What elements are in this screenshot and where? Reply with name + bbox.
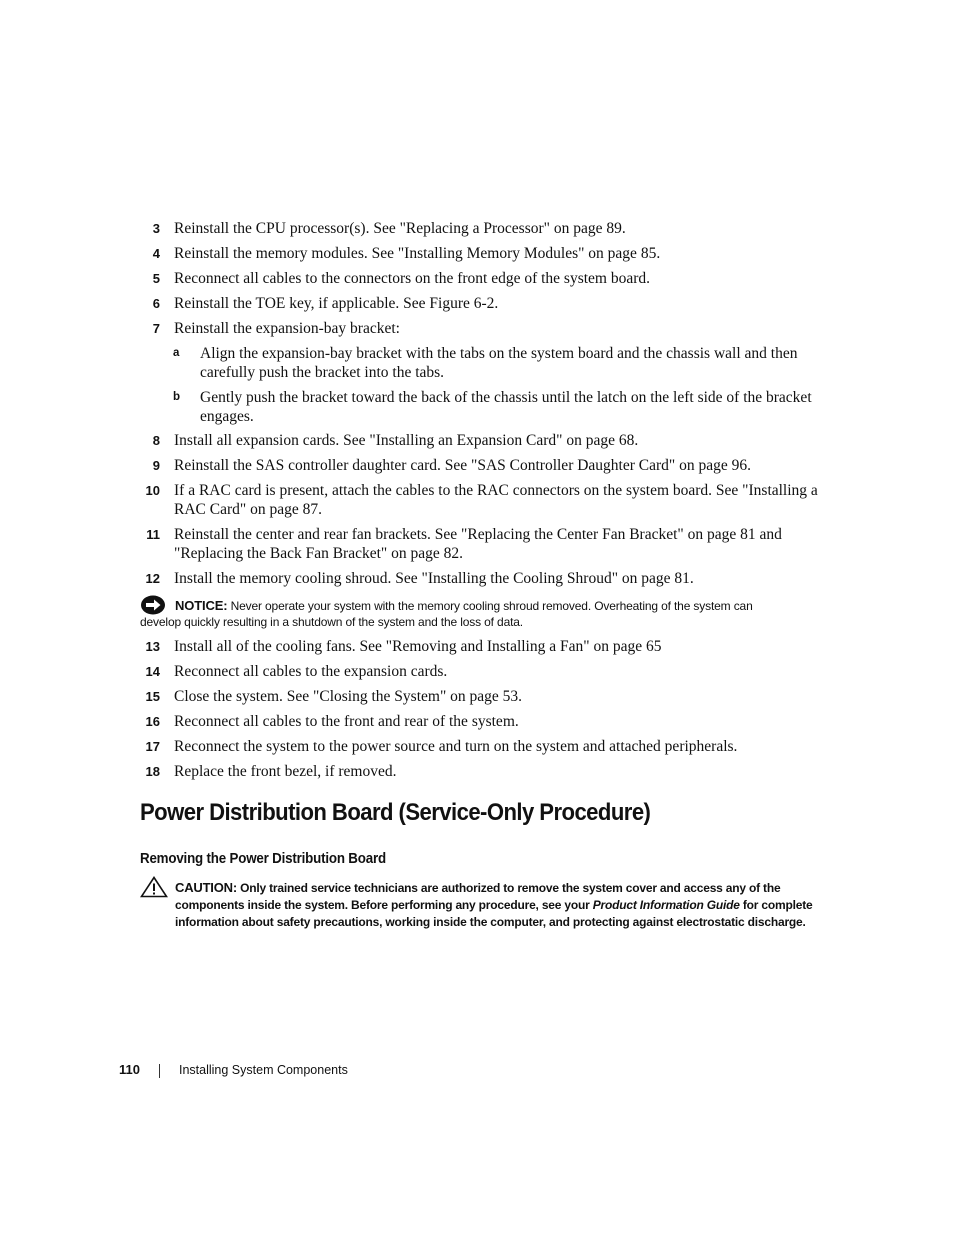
- step-number: 10: [145, 483, 160, 498]
- notice-icon: [140, 595, 166, 615]
- notice-text-line2: develop quickly resulting in a shutdown of the system and the loss of data.: [140, 615, 523, 629]
- step-number: 15: [145, 689, 160, 704]
- step-number: 11: [146, 527, 160, 542]
- guide-title: Product Information Guide: [592, 898, 740, 912]
- footer-divider: [159, 1064, 160, 1078]
- caution-label: CAUTION:: [175, 880, 237, 895]
- step-number: 6: [152, 296, 160, 311]
- step-text: Reconnect all cables to the front and rear of the system.: [174, 713, 519, 730]
- page-footer: [119, 1062, 348, 1078]
- notice-text-line1: Never operate your system with the memory cooling shroud removed. Overheating of the system can: [230, 599, 753, 613]
- step-number: 14: [145, 664, 160, 679]
- step-text: Reconnect all cables to the connectors on the front edge of the system board.: [174, 270, 651, 287]
- step-number: 3: [152, 221, 160, 236]
- page-number: 110: [119, 1062, 140, 1077]
- step-number: 12: [145, 571, 160, 586]
- step-text: Install the memory cooling shroud. See "Installing the Cooling Shroud" on page 81.: [174, 570, 694, 587]
- substep-letter: a: [173, 347, 180, 359]
- step-text: Reconnect all cables to the expansion cards.: [174, 663, 448, 680]
- step-number: 7: [152, 321, 160, 336]
- caution-text: [175, 879, 820, 931]
- step-text: Reconnect the system to the power source and turn on the system and attached peripherals.: [174, 738, 738, 755]
- step-number: 13: [145, 639, 160, 654]
- footer-section-name: Installing System Components: [179, 1063, 348, 1077]
- step-text: Install all expansion cards. See "Installing an Expansion Card" on page 68.: [174, 432, 639, 449]
- step-text: Reinstall the expansion-bay bracket:: [174, 320, 400, 337]
- step-number: 17: [145, 739, 160, 754]
- warning-triangle-icon: [140, 876, 168, 898]
- step-number: 18: [145, 764, 160, 779]
- step-text: Replace the front bezel, if removed.: [174, 763, 397, 780]
- step-text: Reinstall the center and rear fan brackets. See "Replacing the Center Fan Bracket" on page 81 and "Replacing the Back Fan Bracket" on page 82.: [174, 526, 782, 562]
- subsection-title: Removing the Power Distribution Board: [140, 851, 386, 867]
- step-text: Close the system. See "Closing the System" on page 53.: [174, 688, 523, 705]
- step-text: Reinstall the CPU processor(s). See "Replacing a Processor" on page 89.: [174, 220, 626, 237]
- step-text: If a RAC card is present, attach the cables to the RAC connectors on the system board. See "Installing a RAC Card" on page 87.: [174, 482, 818, 518]
- notice-text: [175, 597, 810, 615]
- substep-text: Align the expansion-bay bracket with the tabs on the system board and the chassis wall and then carefully push the bracket into the tabs.: [200, 345, 798, 381]
- step-text: Install all of the cooling fans. See "Removing and Installing a Fan" on page 65: [174, 638, 662, 655]
- step-number: 4: [152, 246, 160, 261]
- step-text: Reinstall the TOE key, if applicable. See Figure 6-2.: [174, 295, 499, 312]
- substep-text: Gently push the bracket toward the back of the chassis until the latch on the left side of the bracket engages.: [200, 389, 812, 425]
- caution-text-before: Only trained service technicians are authorized to remove the system cover and access any of the components inside the system. Before performing any procedure, see your: [175, 881, 781, 912]
- step-number: 16: [145, 714, 160, 729]
- caution-text-after: for complete information about safety precautions, working inside the computer, and protecting against electrostatic discharge.: [175, 898, 813, 929]
- step-number: 9: [152, 458, 160, 473]
- notice-label: NOTICE:: [175, 598, 228, 613]
- section-title: Power Distribution Board (Service-Only Procedure): [140, 799, 651, 826]
- step-text: Reinstall the SAS controller daughter card. See "SAS Controller Daughter Card" on page 96.: [174, 457, 751, 474]
- step-number: 8: [152, 433, 160, 448]
- step-text: Reinstall the memory modules. See "Installing Memory Modules" on page 85.: [174, 245, 661, 262]
- substep-letter: b: [173, 391, 181, 403]
- step-number: 5: [152, 271, 160, 286]
